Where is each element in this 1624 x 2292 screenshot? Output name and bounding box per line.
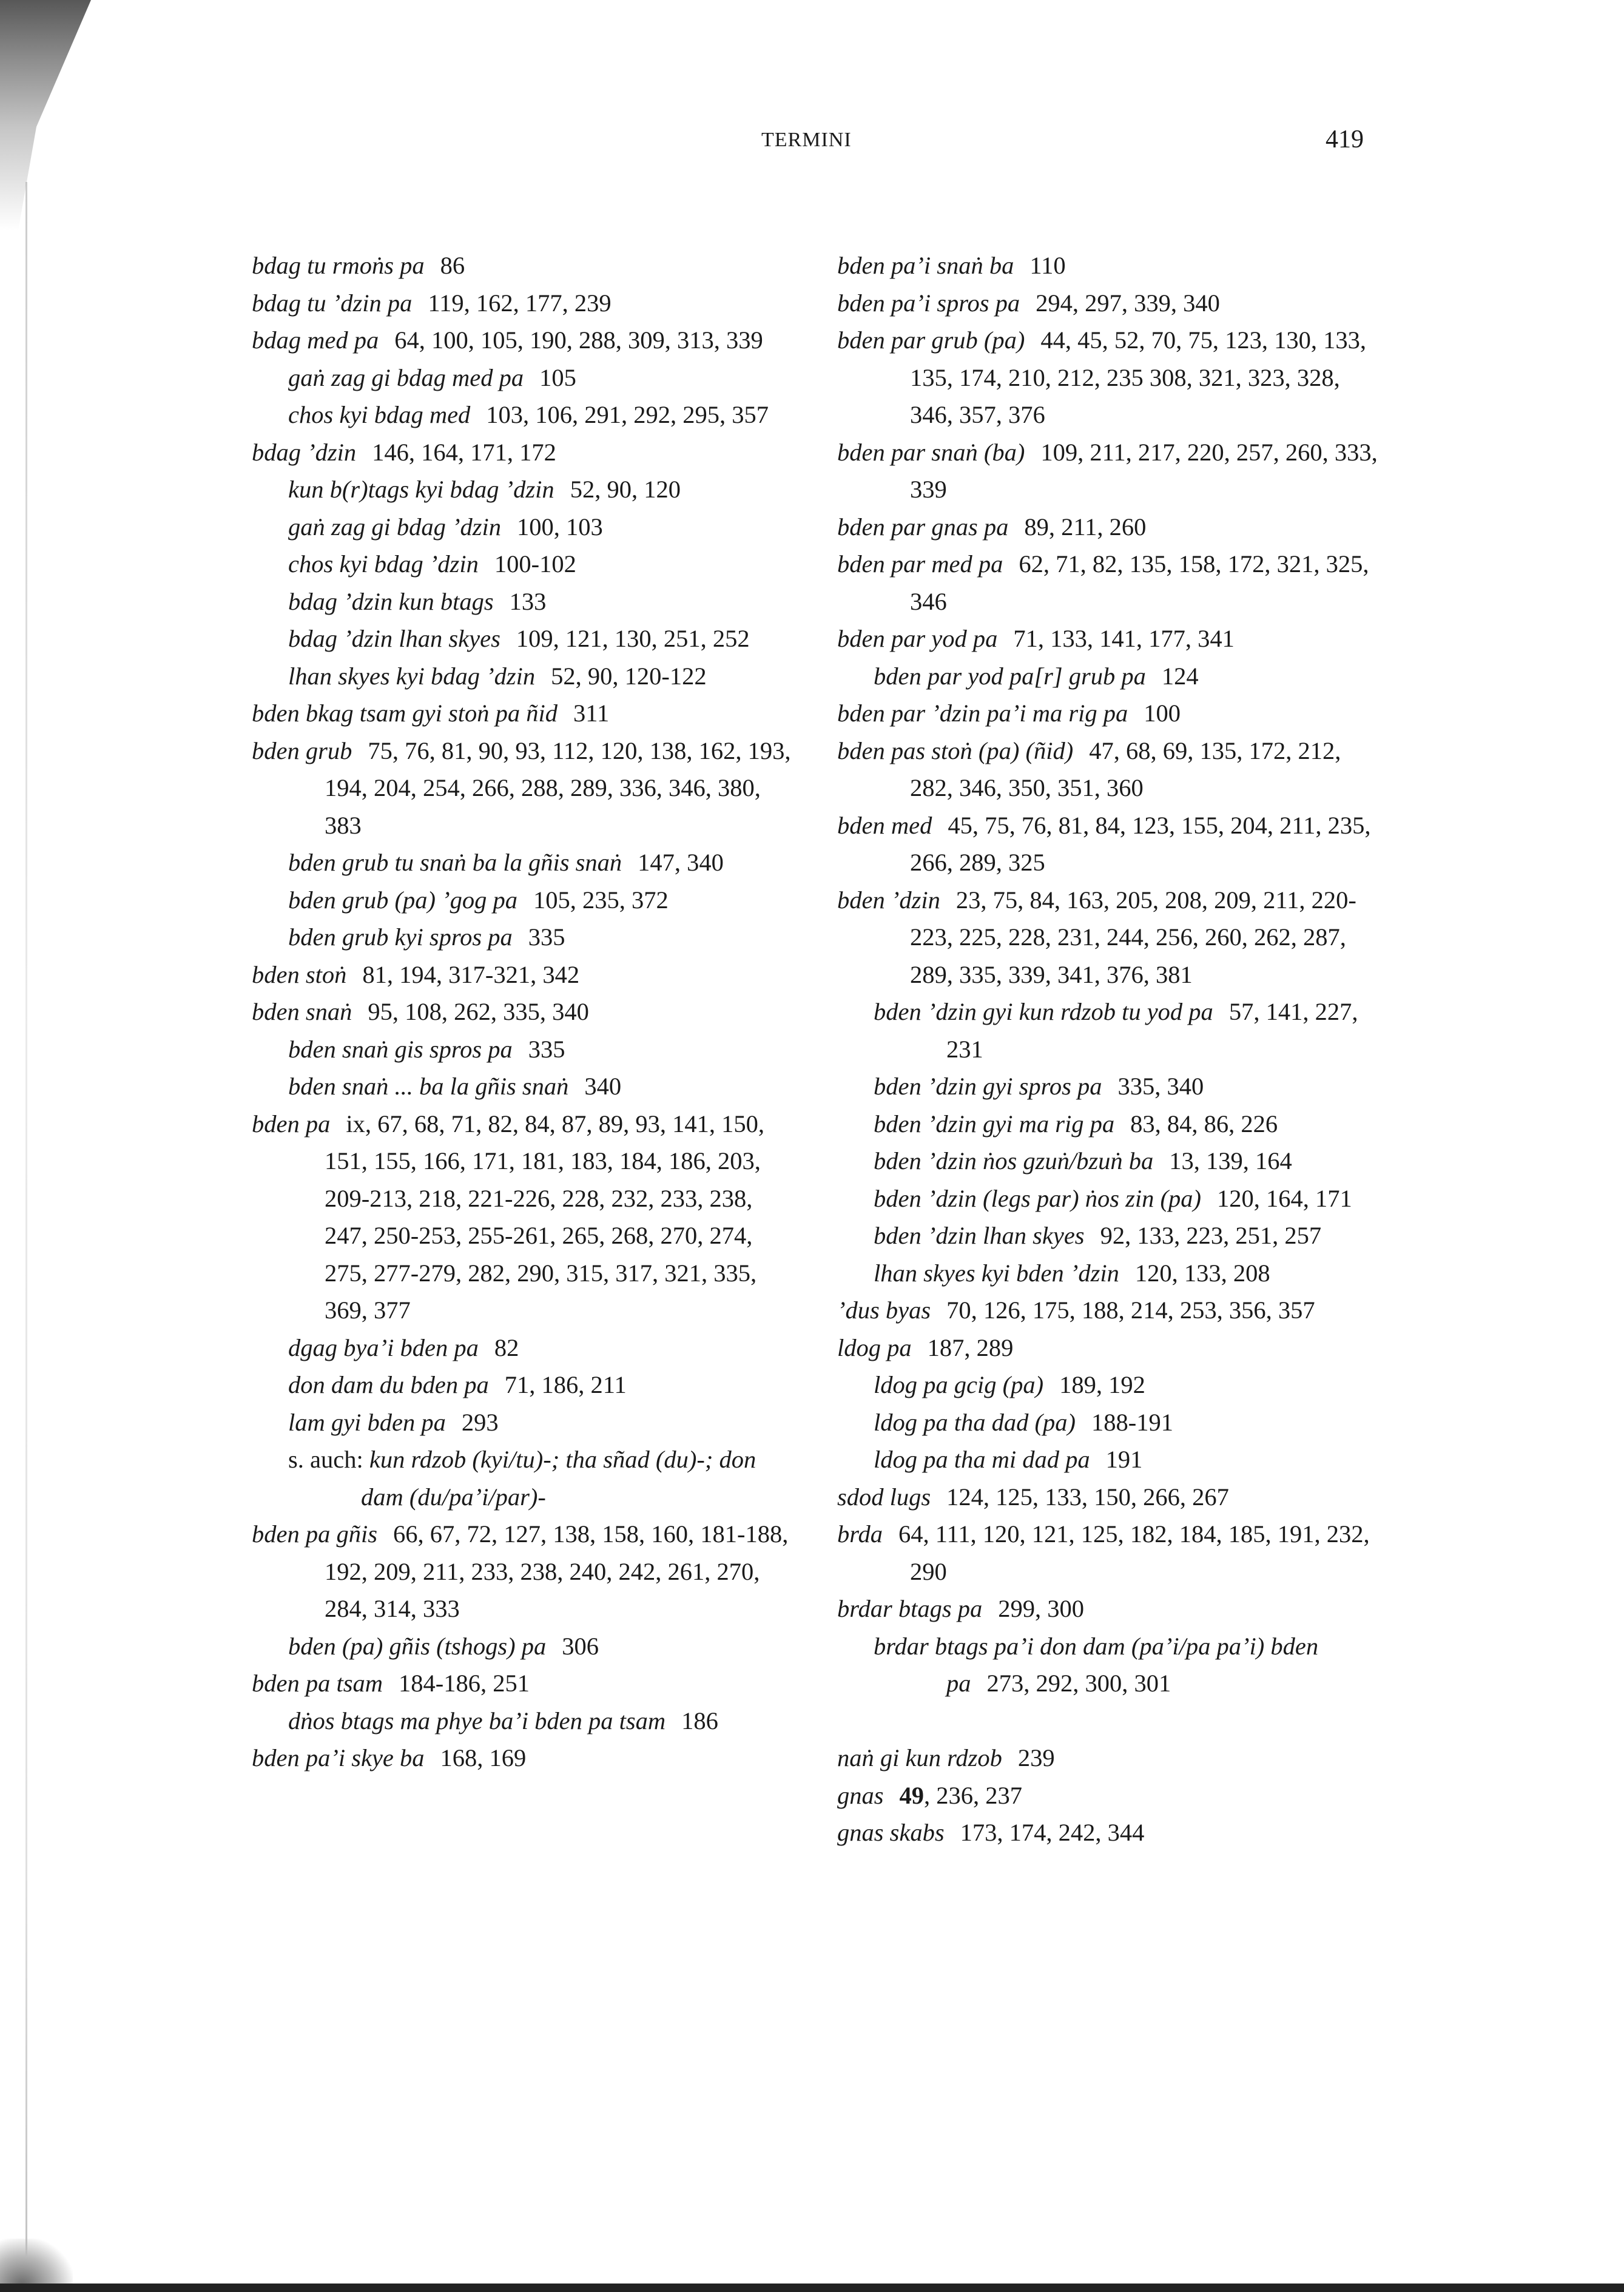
index-subentry xyxy=(837,1628,1383,1702)
index-term: chos kyi bdag med xyxy=(288,401,471,428)
index-term: dṅos btags ma phye ba’i bden pa tsam xyxy=(288,1707,666,1734)
page-references xyxy=(898,1520,1370,1585)
index-subentry xyxy=(252,1702,798,1740)
index-term: bdag med pa xyxy=(252,326,379,354)
page-references xyxy=(325,1110,764,1324)
page-references xyxy=(372,439,556,466)
reference-list: 120, 133, 208 xyxy=(1134,1259,1270,1287)
reference-list: 64, 100, 105, 190, 288, 309, 313, 339 xyxy=(394,326,763,354)
reference-list: 100 xyxy=(1144,699,1181,727)
reference-list: 13, 139, 164 xyxy=(1169,1147,1292,1175)
page-references xyxy=(394,326,763,354)
index-subentry xyxy=(837,993,1383,1068)
index-entry xyxy=(252,285,798,322)
reference-list: 89, 211, 260 xyxy=(1024,513,1147,541)
reference-list: 120, 164, 171 xyxy=(1216,1184,1352,1212)
index-term: bden stoṅ xyxy=(252,960,347,988)
page-references xyxy=(900,1782,1023,1809)
page-references xyxy=(1117,1073,1204,1100)
reference-list: 335, 340 xyxy=(1117,1073,1204,1100)
reference-list: 110 xyxy=(1029,252,1066,279)
index-term: bden pa gñis xyxy=(252,1520,377,1548)
index-term: bden grub kyi spros pa xyxy=(288,923,513,951)
page-references xyxy=(494,1334,519,1361)
reference-list: 103, 106, 291, 292, 295, 357 xyxy=(486,401,769,428)
reference-list: 70, 126, 175, 188, 214, 253, 356, 357 xyxy=(946,1296,1315,1324)
index-subentry xyxy=(252,881,798,919)
reference-list: 186 xyxy=(681,1707,718,1734)
reference-list: 71, 186, 211 xyxy=(504,1371,627,1398)
index-entry xyxy=(837,620,1383,658)
page-edge xyxy=(25,182,27,2275)
index-subentry xyxy=(252,1031,798,1068)
page-references xyxy=(325,1520,788,1622)
reference-list: 82 xyxy=(494,1333,519,1361)
reference-list: 105, 235, 372 xyxy=(533,886,669,914)
index-term: bden par gnas pa xyxy=(837,513,1009,541)
index-subentry xyxy=(252,1329,798,1367)
reference-list: 124 xyxy=(1161,662,1199,690)
reference-list: 52, 90, 120 xyxy=(570,476,681,503)
page-references xyxy=(528,923,565,951)
reference-list: 57, 141, 227, 231 xyxy=(946,998,1358,1063)
reference-list: 133 xyxy=(509,587,547,615)
index-column-left xyxy=(252,247,798,1777)
index-term: bdag tu rmoṅs pa xyxy=(252,252,425,279)
index-term: bdag ’dzin xyxy=(252,438,357,466)
page-references xyxy=(570,476,681,503)
index-entry xyxy=(837,285,1383,322)
reference-list: 44, 45, 52, 70, 75, 123, 130, 133, 135, 174, 210, 212, 235 308, 321, 323, 328, 346, 357, 376 xyxy=(910,326,1366,428)
page-references xyxy=(440,1744,527,1771)
page-references xyxy=(1144,699,1181,727)
index-subentry xyxy=(837,658,1383,695)
reference-list: 75, 76, 81, 90, 93, 112, 120, 138, 162, 193, 194, 204, 254, 266, 288, 289, 336, 346, 380, 383 xyxy=(325,736,791,839)
page-references xyxy=(573,699,609,727)
index-subentry xyxy=(252,844,798,881)
page-references xyxy=(399,1670,530,1697)
page-references xyxy=(1059,1371,1145,1398)
index-term: bden grub tu snaṅ ba la gñis snaṅ xyxy=(288,849,622,876)
reference-list: 66, 67, 72, 127, 138, 158, 160, 181-188, 192, 209, 211, 233, 238, 240, 242, 261, 270, 284, 314, 333 xyxy=(325,1520,789,1622)
page-references xyxy=(1217,1185,1352,1212)
index-term: bden snaṅ ... ba la gñis snaṅ xyxy=(288,1073,569,1100)
index-subentry xyxy=(252,545,798,583)
index-term: chos kyi bdag ’dzin xyxy=(288,550,479,578)
index-subentry xyxy=(252,1441,798,1515)
page-references xyxy=(1169,1147,1292,1175)
index-term: bden (pa) gñis (tshogs) pa xyxy=(288,1632,547,1660)
page-references xyxy=(428,289,611,317)
index-term: bden snaṅ gis spros pa xyxy=(288,1035,513,1063)
page-references xyxy=(584,1073,621,1100)
index-entry xyxy=(837,1478,1383,1516)
page-number: 419 xyxy=(1326,126,1364,153)
reference-list: 109, 121, 130, 251, 252 xyxy=(516,625,750,652)
page-references xyxy=(928,1334,1014,1361)
main-reference: 49 xyxy=(899,1781,925,1809)
index-term: ldog pa gcig (pa) xyxy=(874,1371,1044,1398)
index-subentry xyxy=(252,396,798,434)
page-references xyxy=(1130,1110,1278,1138)
index-term: bden par ’dzin pa’i ma rig pa xyxy=(837,699,1128,727)
index-entry xyxy=(837,545,1383,620)
reference-list: 119, 162, 177, 239 xyxy=(428,289,612,317)
index-subentry xyxy=(837,1142,1383,1180)
index-entry xyxy=(837,508,1383,546)
page-references xyxy=(368,998,589,1025)
index-term: bden pa’i skye ba xyxy=(252,1744,425,1771)
page-references xyxy=(638,849,724,876)
page-references xyxy=(910,812,1370,877)
index-entry xyxy=(252,732,798,844)
page-references xyxy=(1135,1259,1270,1287)
index-entry xyxy=(837,881,1383,994)
index-term: brdar btags pa’i don dam (pa’i/pa pa’i) bden pa xyxy=(874,1632,1319,1697)
reference-list: 189, 192 xyxy=(1059,1371,1145,1398)
index-entry xyxy=(837,1329,1383,1367)
running-head: TERMINI xyxy=(761,129,852,151)
index-entry xyxy=(252,1665,798,1702)
reference-list: ix, 67, 68, 71, 82, 84, 87, 89, 93, 141, 150, 151, 155, 166, 171, 181, 183, 184, 186, 203, 209-213, 218, 221-226, 228, 232, 233, 238, 247, 250-253, 255-261, 265, 268, 270, 274, 275, 277-279, 282, 290, 315, 317, 321, 335, 369, 377 xyxy=(325,1110,764,1324)
see-also-label: s. auch: xyxy=(288,1446,369,1473)
reference-list: 52, 90, 120-122 xyxy=(551,662,707,690)
reference-list: 92, 133, 223, 251, 257 xyxy=(1100,1222,1322,1249)
reference-list: 47, 68, 69, 135, 172, 212, 282, 346, 350, 351, 360 xyxy=(910,736,1341,801)
index-term: bden par snaṅ (ba) xyxy=(837,438,1025,466)
reference-list: 62, 71, 82, 135, 158, 172, 321, 325, 346 xyxy=(910,550,1369,615)
index-term: bdag tu ’dzin pa xyxy=(252,289,413,317)
reference-list: 95, 108, 262, 335, 340 xyxy=(368,998,589,1025)
reference-list: 109, 211, 217, 220, 257, 260, 333, 339 xyxy=(910,438,1378,503)
index-term: bden par med pa xyxy=(837,550,1003,578)
index-term: bden pa tsam xyxy=(252,1670,383,1697)
page-references xyxy=(946,1483,1229,1511)
index-term: bden snaṅ xyxy=(252,998,352,1025)
page-references xyxy=(562,1633,599,1660)
index-term: bden ’dzin (legs par) ṅos zin (pa) xyxy=(874,1184,1201,1212)
reference-list: 124, 125, 133, 150, 266, 267 xyxy=(946,1483,1229,1511)
index-term: bden par grub (pa) xyxy=(837,326,1025,354)
index-term: bden ’dzin xyxy=(837,886,940,914)
index-entry xyxy=(252,695,798,732)
index-term: bden grub (pa) ’gog pa xyxy=(288,886,517,914)
page-references xyxy=(551,662,707,690)
reference-list: 71, 133, 141, 177, 341 xyxy=(1013,625,1235,652)
index-subentry xyxy=(837,1068,1383,1105)
page-references xyxy=(462,1409,499,1436)
index-term: bden ’dzin gyi ma rig pa xyxy=(874,1110,1115,1138)
index-entry xyxy=(837,1814,1383,1852)
index-entry xyxy=(252,993,798,1031)
index-subentry xyxy=(252,508,798,546)
index-term: ldog pa tha mi dad pa xyxy=(874,1446,1090,1473)
index-entry xyxy=(837,322,1383,434)
index-entry xyxy=(252,247,798,285)
reference-list: 294, 297, 339, 340 xyxy=(1036,289,1220,317)
index-subentry xyxy=(252,359,798,397)
index-entry xyxy=(837,807,1383,881)
index-term: bdag ’dzin lhan skyes xyxy=(288,625,500,652)
index-term: bdag ’dzin kun btags xyxy=(288,587,494,615)
reference-list: 64, 111, 120, 121, 125, 182, 184, 185, 191, 232, 290 xyxy=(898,1520,1370,1585)
index-term: bden ’dzin gyi spros pa xyxy=(874,1073,1102,1100)
reference-list: 191 xyxy=(1105,1446,1143,1473)
page-references xyxy=(505,1371,627,1398)
index-term: ldog pa xyxy=(837,1333,912,1361)
reference-list: 239 xyxy=(1017,1744,1055,1771)
page-references xyxy=(362,961,579,988)
reference-list: 188-191 xyxy=(1091,1408,1173,1436)
index-entry xyxy=(837,1739,1383,1777)
page-references xyxy=(325,737,791,839)
reference-list: 335 xyxy=(528,923,565,951)
reference-list: 273, 292, 300, 301 xyxy=(986,1670,1171,1697)
page-references xyxy=(1018,1744,1055,1771)
index-entry xyxy=(252,1515,798,1628)
page-references xyxy=(539,364,576,391)
index-entry xyxy=(837,732,1383,807)
page-references xyxy=(510,588,547,615)
reference-list: 187, 289 xyxy=(927,1333,1014,1361)
index-term: bden bkag tsam gyi stoṅ pa ñid xyxy=(252,699,558,727)
index-column-right xyxy=(837,247,1383,1852)
page-references xyxy=(946,1296,1315,1324)
index-entry xyxy=(837,1292,1383,1329)
page-references xyxy=(486,401,769,428)
page-references xyxy=(1036,289,1220,317)
index-term: bden grub xyxy=(252,736,352,764)
index-term: bden pa’i snaṅ ba xyxy=(837,252,1014,279)
index-subentry xyxy=(252,620,798,658)
index-subentry xyxy=(837,1441,1383,1478)
index-subentry xyxy=(252,658,798,695)
page-references xyxy=(1091,1409,1173,1436)
index-entry xyxy=(837,1515,1383,1590)
index-term: bden pa’i spros pa xyxy=(837,289,1020,317)
index-term: kun rdzob (kyi/tu)-; tha sñad (du)-; don dam (du/pa’i/par)- xyxy=(361,1446,756,1511)
page-references xyxy=(998,1595,1084,1622)
index-term: brdar btags pa xyxy=(837,1595,983,1622)
page-references xyxy=(516,625,750,652)
index-term: kun b(r)tags kyi bdag ’dzin xyxy=(288,476,554,503)
reference-list: 293 xyxy=(461,1408,499,1436)
reference-list: 306 xyxy=(562,1632,599,1660)
index-subentry xyxy=(252,1068,798,1105)
index-entry xyxy=(837,434,1383,508)
reference-list: 45, 75, 76, 81, 84, 123, 155, 204, 211, 235, 266, 289, 325 xyxy=(910,811,1371,876)
index-subentry xyxy=(252,918,798,956)
reference-list: , 236, 237 xyxy=(924,1781,1023,1809)
index-term: bden pas stoṅ (pa) (ñid) xyxy=(837,736,1074,764)
page-references xyxy=(517,513,603,541)
reference-list: 340 xyxy=(584,1073,622,1100)
index-subentry xyxy=(837,1366,1383,1404)
scan-border xyxy=(0,2284,1624,2292)
reference-list: 299, 300 xyxy=(998,1595,1085,1622)
index-term: lam gyi bden pa xyxy=(288,1408,446,1436)
index-term: gaṅ zag gi bdag ’dzin xyxy=(288,513,502,541)
index-entry xyxy=(837,695,1383,732)
index-entry xyxy=(837,247,1383,285)
index-subentry xyxy=(252,1628,798,1665)
index-entry xyxy=(837,1777,1383,1815)
index-term: gnas skabs xyxy=(837,1819,945,1846)
page-references xyxy=(1013,625,1235,652)
reference-list: 23, 75, 84, 163, 205, 208, 209, 211, 220-223, 225, 228, 231, 244, 256, 260, 262, 287, 289, 335, 339, 341, 376, 381 xyxy=(910,886,1356,988)
index-entry xyxy=(837,1590,1383,1628)
page-references xyxy=(1024,513,1146,541)
index-entry xyxy=(252,956,798,994)
index-term: bden pa xyxy=(252,1110,331,1138)
index-term: bden ’dzin lhan skyes xyxy=(874,1222,1085,1249)
binding-shadow xyxy=(0,0,91,231)
index-term: ’dus byas xyxy=(837,1296,931,1324)
page-references xyxy=(1029,252,1065,279)
page-references xyxy=(494,550,576,578)
page-references xyxy=(1100,1222,1322,1249)
index-subentry xyxy=(252,1404,798,1441)
page-references xyxy=(987,1670,1171,1697)
page-references xyxy=(528,1036,565,1063)
reference-list: 168, 169 xyxy=(440,1744,527,1771)
index-subentry xyxy=(252,471,798,508)
reference-list: 83, 84, 86, 226 xyxy=(1130,1110,1278,1138)
index-term: bden par yod pa xyxy=(837,625,998,652)
reference-list: 184-186, 251 xyxy=(399,1670,530,1697)
reference-list: 335 xyxy=(528,1035,565,1063)
index-term: lhan skyes kyi bden ’dzin xyxy=(874,1259,1119,1287)
index-entry xyxy=(252,1105,798,1329)
reference-list: 147, 340 xyxy=(638,849,724,876)
index-term: naṅ gi kun rdzob xyxy=(837,1744,1002,1771)
index-term: ldog pa tha dad (pa) xyxy=(874,1408,1076,1436)
index-subentry xyxy=(837,1105,1383,1143)
reference-list: 105 xyxy=(539,363,576,391)
index-subentry xyxy=(252,1366,798,1404)
page-references xyxy=(681,1707,718,1734)
reference-list: 146, 164, 171, 172 xyxy=(372,438,556,466)
reference-list: 81, 194, 317-321, 342 xyxy=(362,960,580,988)
index-term: bden ’dzin gyi kun rdzob tu yod pa xyxy=(874,998,1213,1025)
index-subentry xyxy=(252,583,798,621)
reference-list: 173, 174, 242, 344 xyxy=(960,1819,1145,1846)
index-term: sdod lugs xyxy=(837,1483,931,1511)
index-subentry xyxy=(837,1255,1383,1292)
index-term: bden par yod pa[r] grub pa xyxy=(874,662,1146,690)
index-term: gaṅ zag gi bdag med pa xyxy=(288,363,524,391)
index-subentry xyxy=(837,1217,1383,1255)
index-term: bden ’dzin ṅos gzuṅ/bzuṅ ba xyxy=(874,1147,1154,1175)
index-entry xyxy=(252,1739,798,1777)
page-references xyxy=(533,886,669,914)
index-term: bden med xyxy=(837,811,932,839)
index-term: gnas xyxy=(837,1781,884,1809)
page-references xyxy=(1106,1446,1143,1473)
index-term: lhan skyes kyi bdag ’dzin xyxy=(288,662,536,690)
page-references xyxy=(1162,662,1199,690)
page-references xyxy=(960,1819,1145,1846)
reference-list: 86 xyxy=(440,252,465,279)
page-references xyxy=(440,252,465,279)
index-subentry xyxy=(837,1404,1383,1441)
index-term: brda xyxy=(837,1520,883,1548)
index-term: don dam du bden pa xyxy=(288,1371,489,1398)
index-subentry xyxy=(837,1180,1383,1218)
index-entry xyxy=(252,434,798,471)
page-references xyxy=(910,886,1356,988)
reference-list: 100-102 xyxy=(494,550,576,578)
reference-list: 311 xyxy=(573,699,610,727)
reference-list: 100, 103 xyxy=(517,513,603,541)
index-entry xyxy=(252,322,798,359)
index-term: dgag bya’i bden pa xyxy=(288,1333,479,1361)
